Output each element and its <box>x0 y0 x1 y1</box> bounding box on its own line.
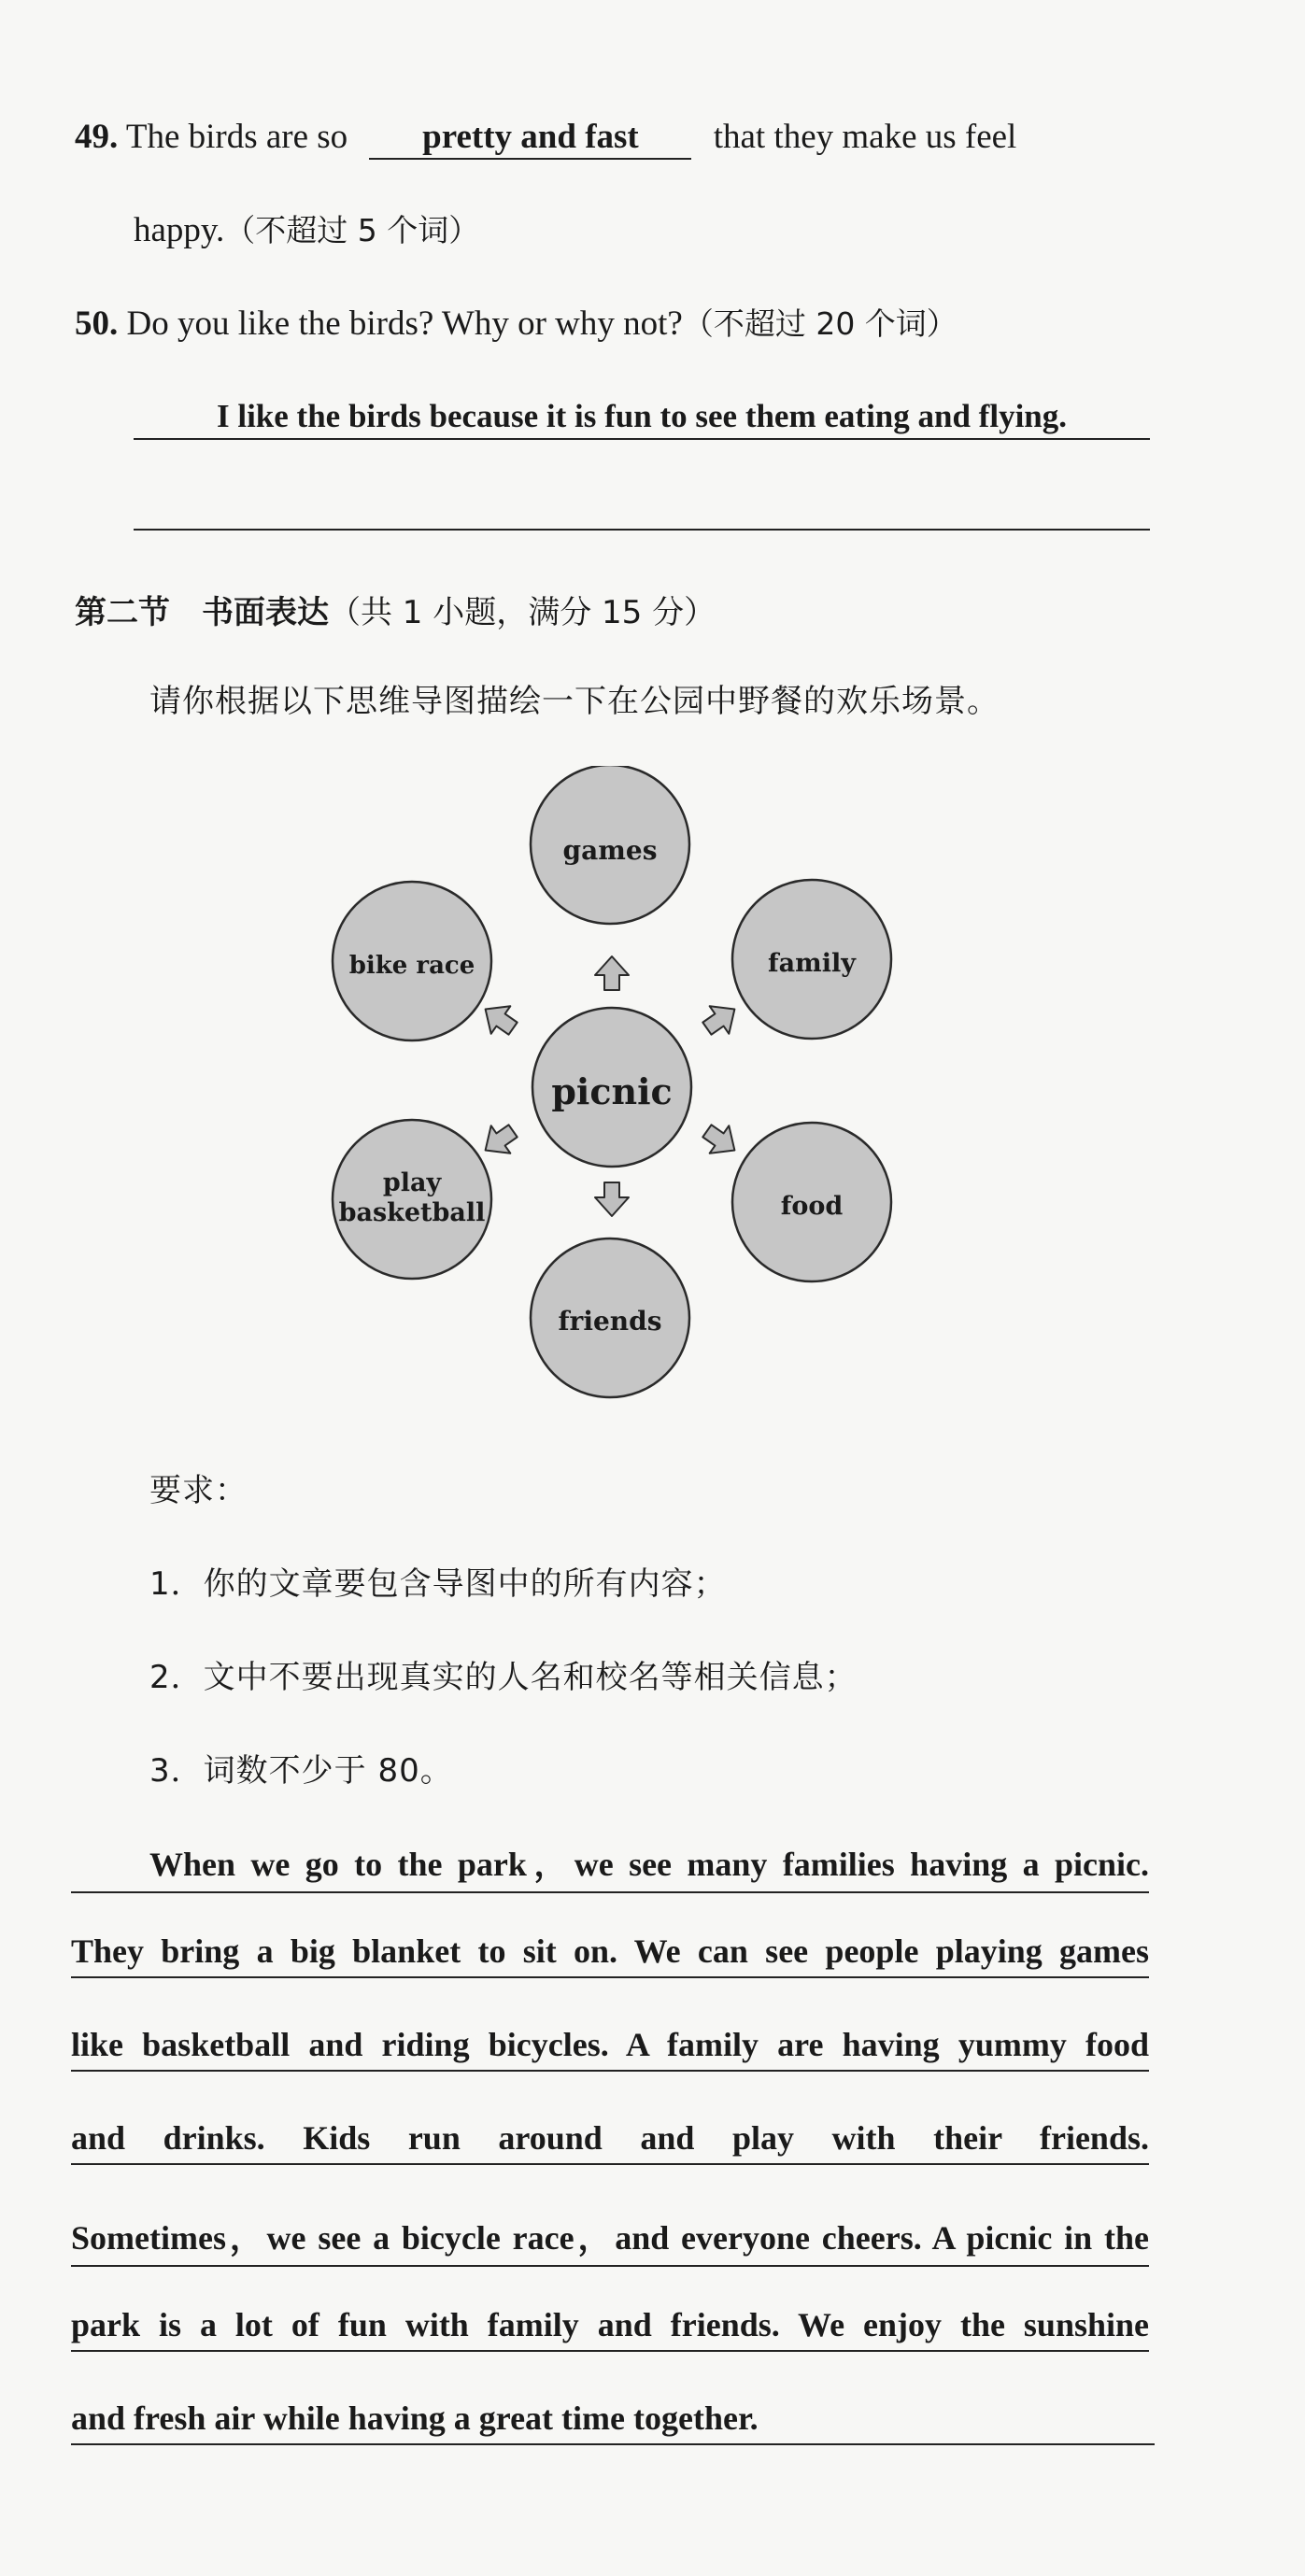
q50-number: 50. <box>75 304 119 343</box>
section2-heading <box>75 587 716 632</box>
label-picnic: picnic <box>551 1070 673 1112</box>
q50-answer: I like the birds because it is fun to see them eating and flying. <box>134 400 1150 440</box>
arrow-upright-icon <box>698 996 745 1042</box>
essay-line: and fresh air while having a great time together. <box>71 2399 1155 2445</box>
requirement-item: 1．你的文章要包含导图中的所有内容； <box>149 1565 727 1603</box>
essay-line: When we go to the park，we see many families having a picnic. <box>71 1838 1149 1893</box>
arrow-downleft-icon <box>475 1117 522 1164</box>
section2-title: 第二节 书面表达 <box>75 594 329 631</box>
q49-text-before: The birds are so <box>125 118 348 156</box>
q49-text-after: that they make us feel <box>713 118 1017 156</box>
label-food: food <box>780 1192 844 1221</box>
arrow-up-icon <box>595 956 629 990</box>
label-family: family <box>768 949 856 978</box>
q49-number: 49. <box>75 118 119 156</box>
label-friends: friends <box>558 1306 662 1337</box>
label-bike-race: bike race <box>348 952 475 980</box>
q49-text-line2: happy. <box>134 211 225 249</box>
requirements-heading: 要求： <box>149 1472 248 1509</box>
arrow-down-icon <box>595 1182 629 1216</box>
requirement-item: 2．文中不要出现真实的人名和校名等相关信息； <box>149 1659 858 1696</box>
q50-question: Do you like the birds? Why or why not? <box>126 304 683 343</box>
essay-line: Sometimes，we see a bicycle race，and everyone cheers. A picnic in the <box>71 2212 1149 2267</box>
essay-line: and drinks. Kids run around and play with their friends. <box>71 2118 1149 2165</box>
q50-line <box>75 306 957 341</box>
label-play: play <box>382 1168 442 1197</box>
q50-blank-line <box>134 529 1150 531</box>
section2-meta: （共 1 小题，满分 15 分） <box>329 594 716 631</box>
q49-line1 <box>75 120 1016 160</box>
label-games: games <box>562 835 658 866</box>
requirement-item: 3．词数不少于 80。 <box>149 1752 453 1790</box>
q50-word-limit: （不超过 20 个词） <box>682 305 957 342</box>
arrow-upleft-icon <box>475 996 522 1042</box>
label-basketball: basketball <box>338 1198 486 1227</box>
q49-line2 <box>134 213 479 248</box>
q49-answer: pretty and fast <box>369 120 691 160</box>
section2-instruction: 请你根据以下思维导图描绘一下在公园中野餐的欢乐场景。 <box>149 683 1000 720</box>
arrow-downright-icon <box>698 1117 745 1164</box>
mindmap <box>318 766 915 1401</box>
essay-line: They bring a big blanket to sit on. We can see people playing games <box>71 1932 1149 1978</box>
essay-line: like basketball and riding bicycles. A family are having yummy food <box>71 2025 1149 2072</box>
q49-word-limit: （不超过 5 个词） <box>224 212 480 248</box>
essay-line: park is a lot of fun with family and friends. We enjoy the sunshine <box>71 2305 1149 2352</box>
